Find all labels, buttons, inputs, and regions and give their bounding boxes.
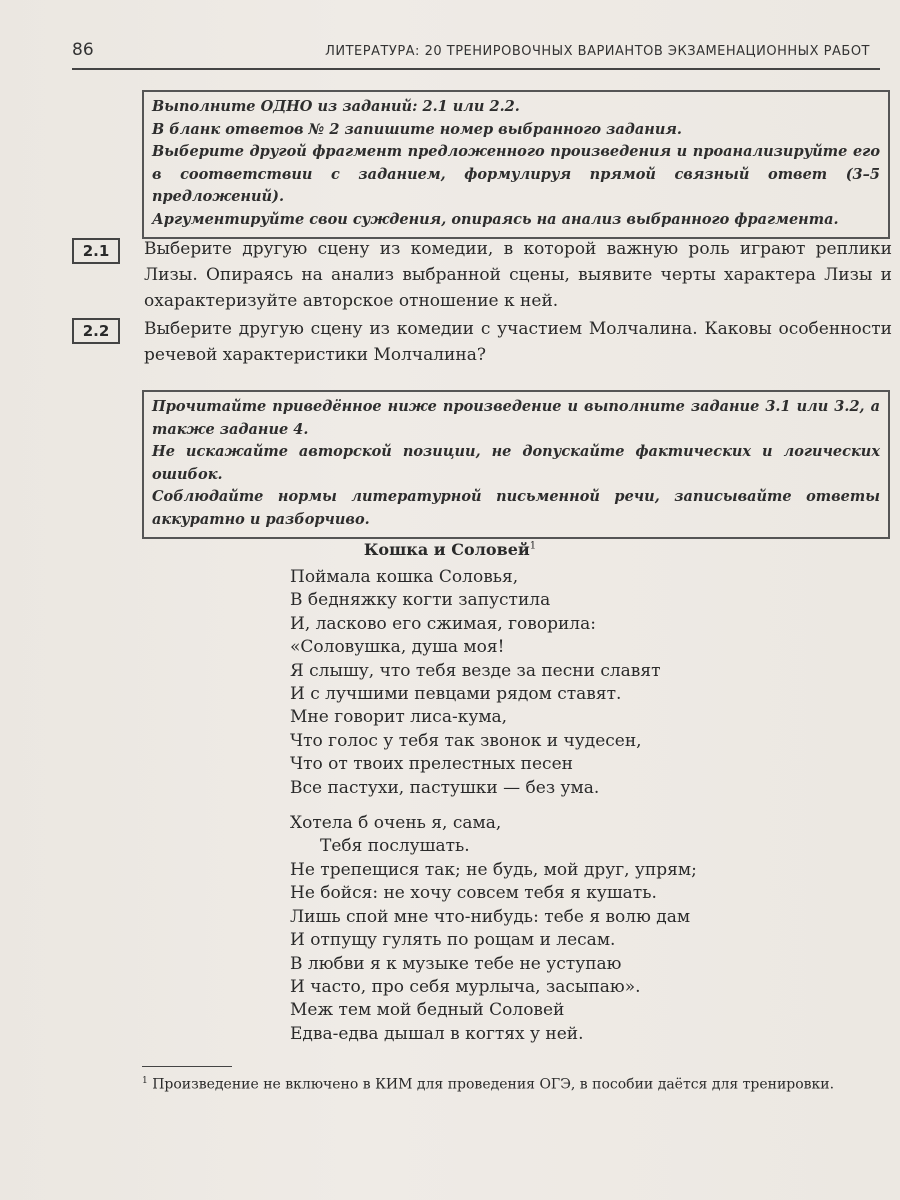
instructions-box-tasks-3 bbox=[142, 390, 890, 539]
poem-line: Лишь спой мне что-нибудь: тебе я волю дам bbox=[290, 906, 691, 927]
footnote-mark: 1 bbox=[142, 1076, 148, 1086]
poem-line: И часто, про себя мурлыча, засыпаю». bbox=[290, 976, 641, 997]
poem-line: Тебя послушать. bbox=[320, 836, 470, 857]
poem-line: Меж тем мой бедный Соловей bbox=[290, 1000, 565, 1021]
instruction-line: Аргументируйте свои суждения, опираясь на анализ выбранного фрагмента. bbox=[152, 210, 839, 228]
poem-title-text: Кошка и Соловей bbox=[363, 540, 530, 559]
poem-line: Я слышу, что тебя везде за песни славят bbox=[290, 660, 661, 681]
footnote-reference: 1 bbox=[529, 540, 537, 552]
footnote-divider bbox=[142, 1066, 232, 1067]
poem-line: Что голос у тебя так звонок и чудесен, bbox=[290, 730, 642, 751]
poem-line: Все пастухи, пастушки — без ума. bbox=[290, 777, 600, 798]
instruction-line: Не искажайте авторской позиции, не допускайте фактических и логических ошибок. bbox=[152, 443, 880, 483]
instruction-line: Прочитайте приведённое ниже произведение и выполните задание 3.1 или 3.2, а также задание 4. bbox=[152, 398, 880, 438]
instruction-line: Соблюдайте нормы литературной письменной речи, записывайте ответы аккуратно и разборчиво. bbox=[152, 488, 880, 528]
task-number-badge: 2.1 bbox=[72, 238, 120, 264]
poem-line: Хотела б очень я, сама, bbox=[290, 813, 502, 834]
poem-line: Не бойся: не хочу совсем тебя я кушать. bbox=[290, 883, 657, 904]
poem-line: Поймала кошка Соловья, bbox=[290, 567, 519, 587]
running-title: ЛИТЕРАТУРА: 20 ТРЕНИРОВОЧНЫХ ВАРИАНТОВ ЭКЗАМЕНАЦИОННЫХ РАБОТ bbox=[325, 44, 870, 59]
instructions-box-tasks-2 bbox=[142, 90, 890, 239]
poem-title bbox=[0, 540, 900, 559]
poem-line: Не трепещися так; не будь, мой друг, упрям; bbox=[290, 859, 697, 880]
poem-line: И отпущу гулять по рощам и лесам. bbox=[290, 930, 616, 951]
task-text: Выберите другую сцену из комедии, в которой важную роль играют реплики Лизы. Опираясь на анализ выбранной сцены, выявите черты характера Лизы и охарактеризуйте авторское отношение к ней. bbox=[144, 239, 892, 311]
task-text: Выберите другую сцену из комедии с участием Молчалина. Каковы особенности речевой характеристики Молчалина? bbox=[144, 319, 892, 365]
poem-line: Мне говорит лиса-кума, bbox=[290, 707, 508, 728]
page-number: 86 bbox=[72, 40, 94, 60]
footnote-text: Произведение не включено в КИМ для проведения ОГЭ, в пособии даётся для тренировки. bbox=[152, 1076, 835, 1093]
poem-line: И с лучшими певцами рядом ставят. bbox=[290, 684, 622, 705]
task-number-badge: 2.2 bbox=[72, 318, 120, 344]
poem-line: В бедняжку когти запустила bbox=[290, 590, 551, 611]
footnote bbox=[142, 1072, 887, 1095]
instruction-line: Выберите другой фрагмент предложенного произведения и проанализируйте его в соответствии с заданием, формулируя прямой связный ответ (3–5 предложений). bbox=[152, 143, 880, 205]
poem-text bbox=[290, 566, 697, 1046]
page-header bbox=[72, 38, 880, 70]
instruction-line: Выполните ОДНО из заданий: 2.1 или 2.2. bbox=[152, 98, 520, 115]
instruction-line: В бланк ответов № 2 запишите номер выбранного задания. bbox=[152, 120, 682, 138]
poem-line: Что от твоих прелестных песен bbox=[290, 754, 573, 775]
poem-line: Едва-едва дышал в когтях у ней. bbox=[290, 1023, 584, 1044]
stanza-break bbox=[290, 800, 697, 812]
poem-line: И, ласково его сжимая, говорила: bbox=[290, 613, 596, 634]
poem-line: «Соловушка, душа моя! bbox=[290, 637, 505, 658]
poem-line: В любви я к музыке тебе не уступаю bbox=[290, 953, 622, 974]
